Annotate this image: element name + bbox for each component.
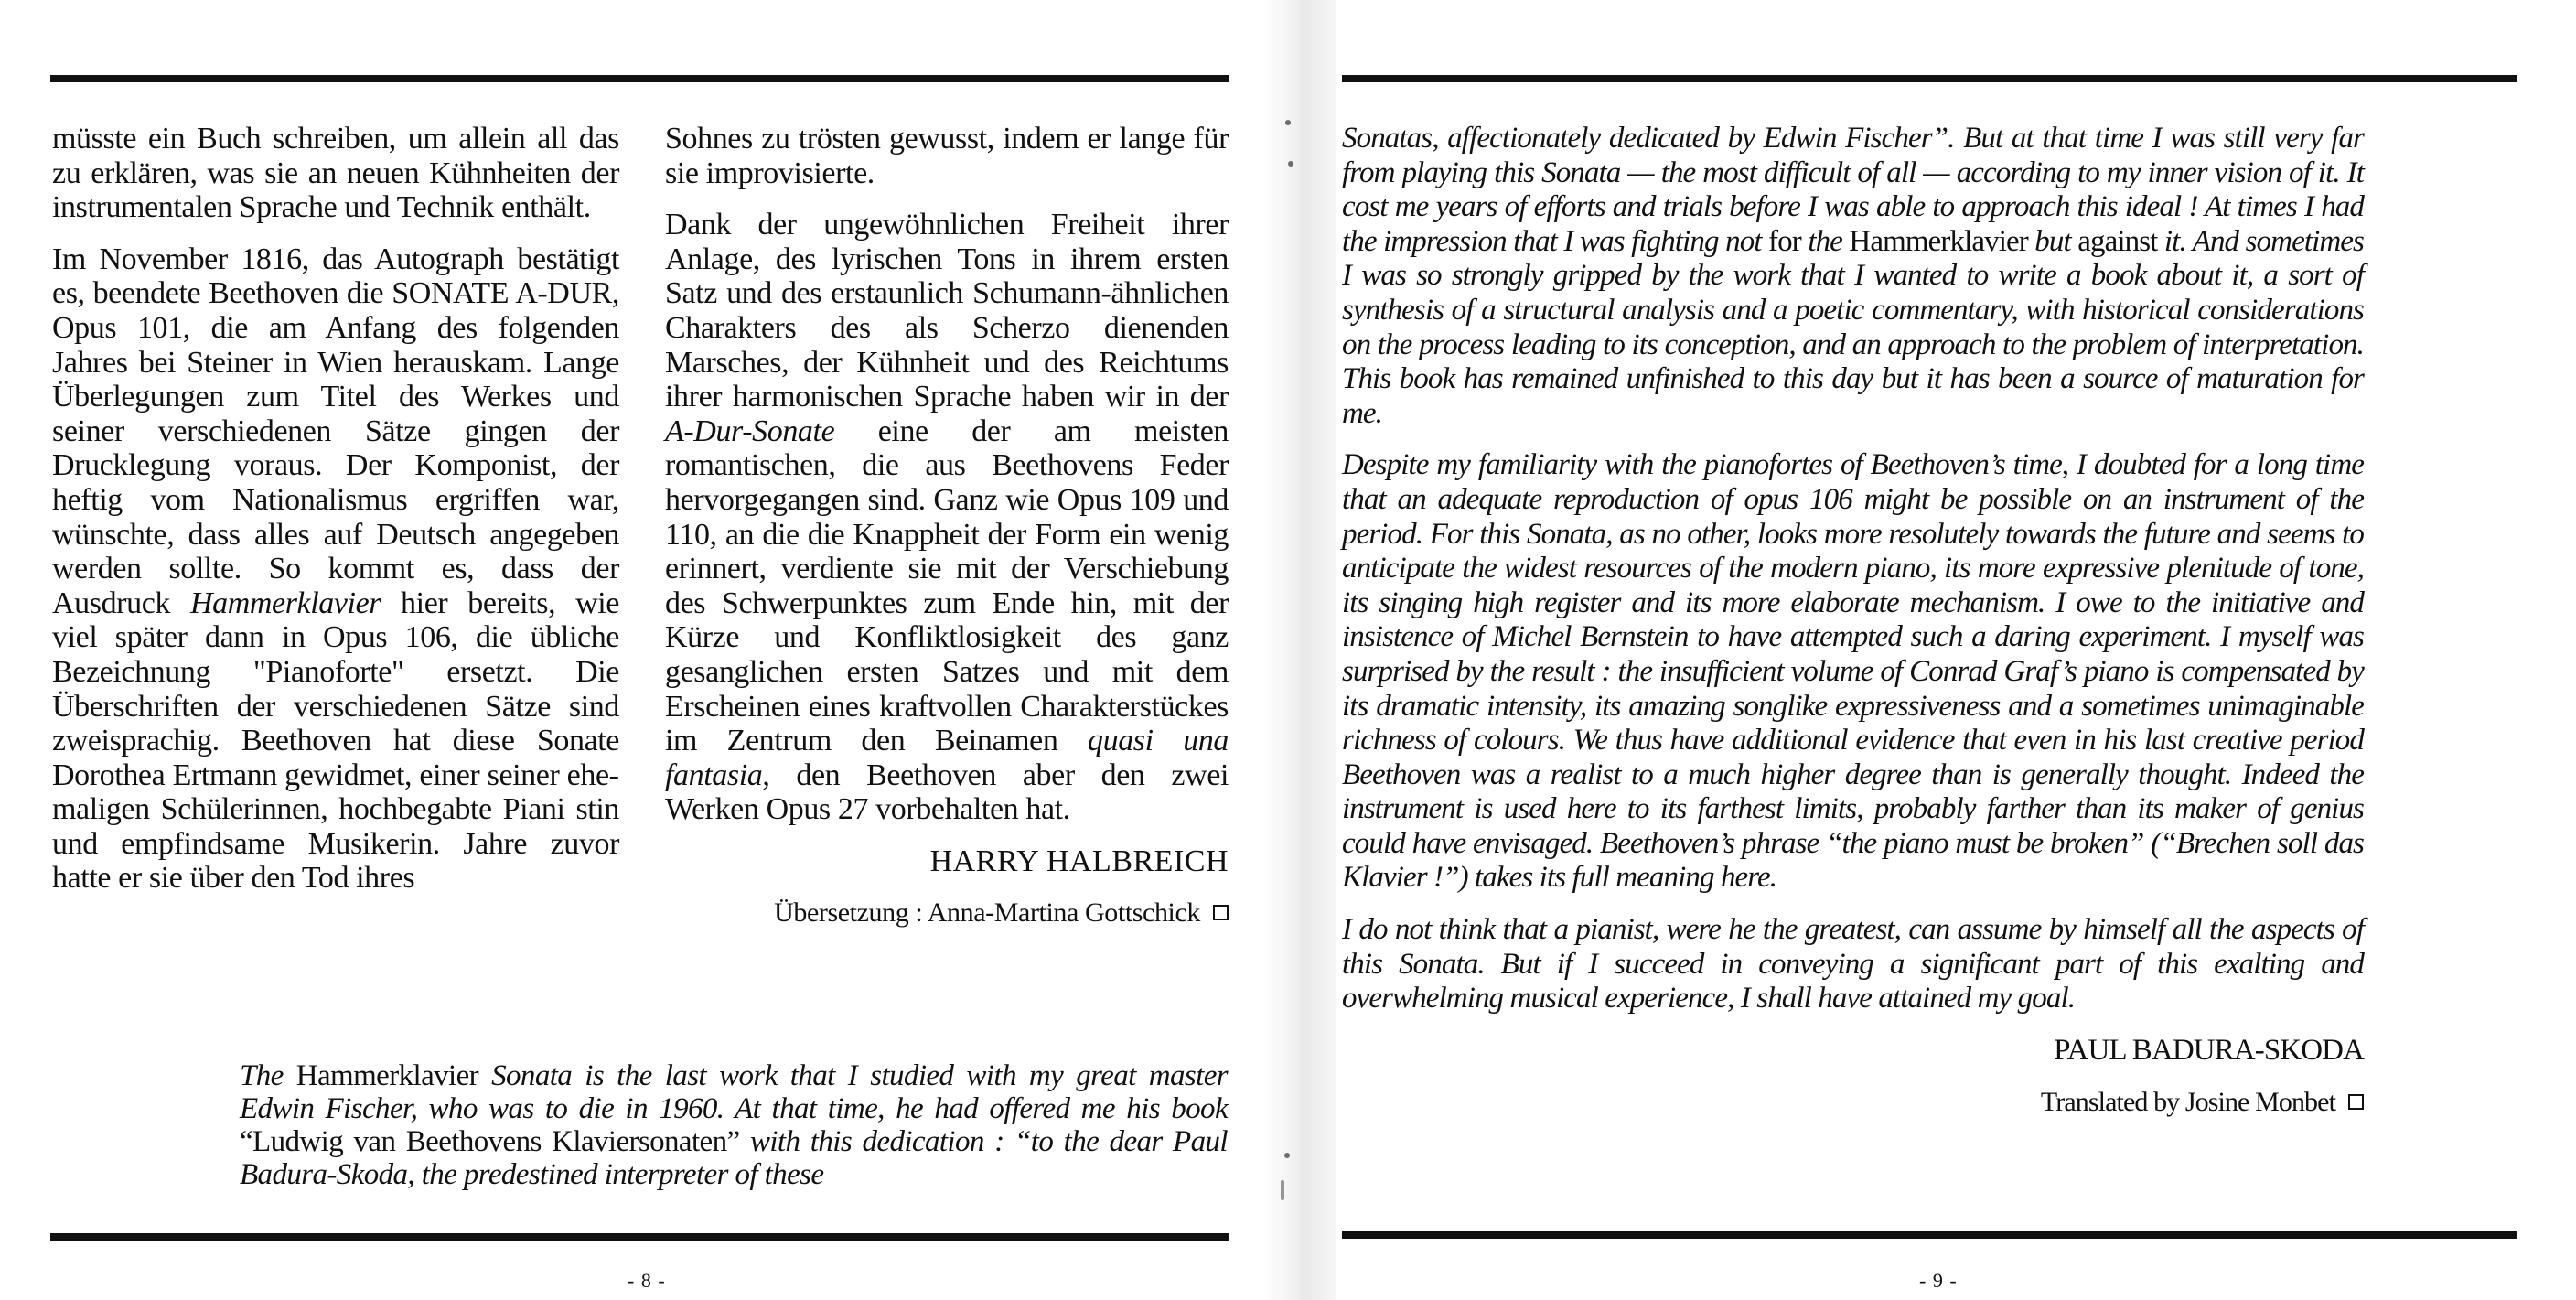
bottom-rule-page-8 bbox=[50, 1233, 1229, 1241]
bottom-rule-page-9 bbox=[1342, 1231, 2517, 1239]
upright-title-hammerklavier: Hammerklavier bbox=[1841, 224, 2035, 258]
paragraph: Despite my familiarity with the pianofortes of Beethoven’s time, I doubted for a long time that an adequate reproduction of opus 106 might be possible on an instrument of the period. For this Sonata, as no other, looks more resolutely towards the future and seems to anticipate the widest resources of the modern piano, its more expressive plenitude of tone, its singing high register and its more elaborate mechanism. I owe to the initiative and insistence of Michel Bernstein to have attempted such a daring experiment. I myself was surprised by the result : the insufficient volume of Conrad Graf’s piano is compensated by its dramatic intensity, its amazing songlike expressiveness and a sometimes unimaginable richness of colours. We thus have additional evidence that even in his last creative period Beethoven was a realist to a much higher degree than is generally thought. Indeed the instrument is used here to its farthest limits, probably farther than its maker of genius could have envisaged. Beethoven’s phrase “the piano must be broken” (“Brechen soll das Klavier !”) takes its full meaning here. bbox=[1342, 448, 2364, 895]
top-rule-page-9 bbox=[1342, 75, 2517, 82]
paragraph-text: but bbox=[2034, 224, 2071, 258]
emphasis-quasi-una-fantasia: quasi una fantasia bbox=[665, 724, 1229, 792]
author-signature: HARRY HALBREICH bbox=[929, 843, 1229, 878]
paragraph-text: it. And sometimes I was so strongly gripped by the work that I wanted to write a book about it, a sort of synthesis of a structural analysis and a poetic commentary, with historical considerations on the process leading to its conception, and an approach to the problem of interpretation. This book has remained unfinished to this day but it has been a source of maturation for me. bbox=[1342, 224, 2365, 430]
top-rule-page-8 bbox=[50, 75, 1229, 82]
english-intro-paragraph bbox=[240, 1059, 1228, 1191]
paragraph bbox=[52, 242, 619, 896]
upright-word: for bbox=[1761, 224, 1809, 258]
paragraph-text: Sonata is the last work that I studied with my great master Edwin Fischer, who was to die in 1960. At that time, he had offered me his book bbox=[240, 1059, 1228, 1125]
paragraph-text: eine der am meisten romantischen, die aus Beethovens Feder hervorgegangen sind. Ganz wie Opus 109 und 110, an die die Knappheit der Form ein wenig erinnert, verdiente sie mit der Verschiebung des Schwerpunktes zum Ende hin, mit der Kürze und Konfliktlosigkeit des ganz gesanglichen ersten Satzes und mit dem Erscheinen eines kraftvollen Charakterstückes im Zentrum den Beinamen bbox=[665, 414, 1229, 758]
staple-mark bbox=[1284, 1153, 1290, 1158]
paragraph bbox=[240, 1059, 1228, 1191]
paragraph: I do not think that a pianist, were he the greatest, can assume by himself all the aspects of this Sonata. But if I succeed in conveying a significant part of this exalting and overwhelming musical experience, I shall have attained my goal. bbox=[1342, 913, 2364, 1015]
german-text-column-2 bbox=[665, 122, 1229, 948]
translator-credit bbox=[1342, 1085, 2364, 1120]
staple-mark bbox=[1281, 1180, 1284, 1200]
paragraph-text: Dank der ungewöhnlichen Freiheit ihrer Anlage, des lyrischen Tons in ihrem ersten Satz und des erstaunlich Schumann-ähnlichen Charakters des als Scherzo dienenden Marsches, der Kühnheit und des Reichtums ihrer harmonischen Sprache haben wir in der bbox=[665, 208, 1229, 414]
paragraph-text: hier bereits, wie viel später dann in Opus 106, die übliche Bezeichnung "Pianoforte" ersetzt. Die Überschriften der verschiedenen Sätze sind zweisprachig. Beethoven hat diese Sonate Dorothea Ertmann gewidmet, einer seiner ehemaligen Schülerinnen, hochbegabte Piani stin und empfindsame Musikerin. Jahre zuvor hatte er sie über den Tod ihres bbox=[52, 586, 619, 896]
staple-mark bbox=[1285, 120, 1291, 125]
paragraph-text: the bbox=[1808, 224, 1842, 258]
translator-name: Translated by Josine Monbet bbox=[2040, 1087, 2335, 1118]
paragraph bbox=[1342, 122, 2364, 431]
page-number-9: - 9 - bbox=[1919, 1269, 1958, 1292]
paragraph-text: The bbox=[240, 1059, 284, 1092]
translator-name: Übersetzung : Anna-Martina Gottschick bbox=[774, 897, 1200, 929]
paragraph-text: Im November 1816, das Autograph bestätigt es, beendete Beethoven die SONATE A-DUR, Opus 101, die am Anfang des folgenden Jahres bei Steiner in Wien herauskam. Lange Überlegungen zum Titel des Werkes und seiner verschiedenen Sätze gingen der Drucklegung voraus. Der Komponist, der heftig vom Nationalismus ergriffen war, wünschte, dass alles auf Deutsch angegeben werden sollte. So kommt es, dass der Ausdruck bbox=[52, 242, 619, 620]
upright-word: against bbox=[2070, 224, 2164, 258]
paragraph-text: , den Beethoven aber den zwei Werken Opus 27 vorbehalten hat. bbox=[665, 757, 1229, 827]
paragraph-text: Sonatas, affectionately dedicated by Edwin Fischer”. But at that time I was still very far from playing this Sonata — the most difficult of all — according to my inner vision of it. It cost me years of efforts and trials before I was able to approach this ideal ! At times I had the impression that I was fighting not bbox=[1342, 122, 2364, 258]
paragraph bbox=[665, 122, 1229, 190]
translator-credit bbox=[665, 896, 1229, 930]
emphasis-hammerklavier: Hammerklavier bbox=[189, 586, 381, 620]
author-signature: PAUL BADURA-SKODA bbox=[2054, 1033, 2364, 1067]
paragraph-text: müsste ein Buch schreiben, um allein all das zu erklären, was sie an neuen Kühnheiten der instrumentalen Sprache und Technik enthält. bbox=[52, 122, 619, 225]
emphasis-a-dur-sonate: A-Dur-Sonate bbox=[665, 414, 835, 448]
paragraph bbox=[52, 122, 619, 225]
paragraph-text: with this dedication : “to the dear Paul Badura-Skoda, the predestined interpreter of these bbox=[240, 1125, 1228, 1191]
end-square-icon bbox=[2348, 1094, 2364, 1110]
upright-title-hammerklavier: Hammerklavier bbox=[283, 1059, 492, 1092]
english-text-column bbox=[1342, 122, 2364, 1137]
upright-book-title: “Ludwig van Beethovens Klaviersonaten” bbox=[240, 1125, 740, 1158]
end-square-icon bbox=[1213, 905, 1229, 920]
staple-mark bbox=[1288, 161, 1293, 167]
paragraph-text: Sohnes zu trösten gewusst, indem er lange für sie improvisierte. bbox=[665, 122, 1229, 190]
book-gutter-shadow bbox=[1262, 0, 1336, 1300]
page-number-8: - 8 - bbox=[628, 1269, 666, 1292]
paragraph bbox=[665, 208, 1229, 827]
german-text-column-1 bbox=[52, 122, 619, 913]
